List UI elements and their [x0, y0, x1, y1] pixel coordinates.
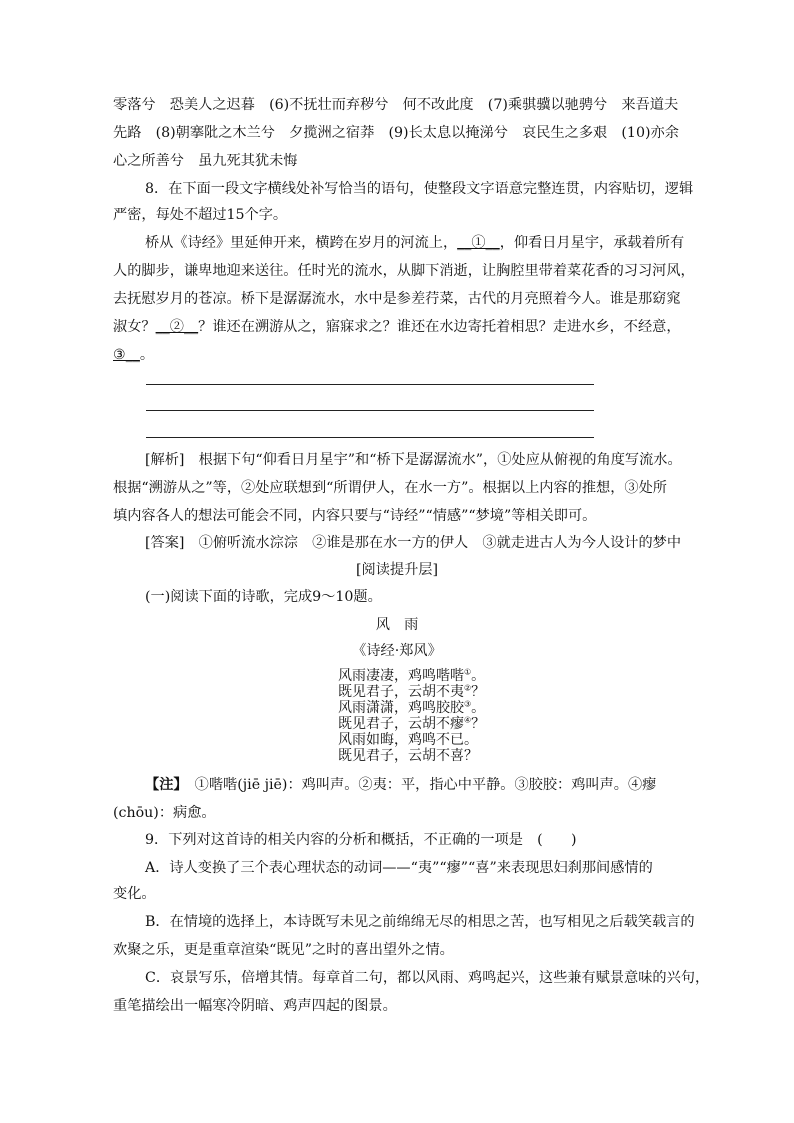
notes-line-2: (chōu)：病愈。 [113, 805, 216, 821]
notes-tag: 【注】 [145, 777, 181, 793]
prev-answer-line-3: 心之所善兮 虽九死其犹未悔 [113, 153, 298, 169]
poem-text: 既见君子，云胡不夷 [338, 684, 464, 700]
poem-line-5: 风雨如晦，鸡鸣不已。 [338, 732, 478, 748]
poem-line-4 [338, 716, 485, 732]
q8-passage-text: ，仰看日月星宇，承载着所有 [499, 235, 685, 251]
poem-punct: 。 [471, 668, 486, 684]
q9-option-c-line-2: 重笔描绘出一幅寒冷阴暗、鸡声四起的图景。 [113, 998, 397, 1014]
prev-answer-line-1: 零落兮 恐美人之迟暮 (6)不抚壮而弃秽兮 何不改此度 (7)乘骐骥以驰骋兮 来吾道夫 [113, 97, 679, 113]
q8-passage-text: 。 [139, 347, 155, 363]
q9-option-b-line-1: B．在情境的选择上，本诗既写未见之前绵绵无尽的相思之苦，也写相见之后载笑载言的 [145, 914, 695, 930]
analysis-text: 根据下句“仰看日月星宇”和“桥下是潺潺流水”，①处应从俯视的角度写流水。 [184, 452, 682, 468]
poem-source: 《诗经·郑风》 [352, 643, 442, 659]
notes-text: ①喈喈(jiē jiē)：鸡叫声。②夷：平，指心中平静。③胶胶：鸡叫声。④瘳 [180, 777, 657, 793]
q8-passage-line-1 [145, 233, 684, 253]
note-ref-1: ① [464, 667, 472, 677]
poem-line-3 [338, 700, 485, 716]
poem-text: 既见君子，云胡不瘳 [338, 716, 464, 732]
blank-3: ③__ [113, 347, 140, 363]
blank-1: __①__ [457, 235, 500, 251]
reading-intro: (一)阅读下面的诗歌，完成9～10题。 [145, 589, 382, 605]
q9-option-a-line-1: A．诗人变换了三个表心理状态的动词——“夷”“瘳”“喜”来表现思妇刹那间感情的 [145, 860, 653, 876]
poem-text: 风雨潇潇，鸡鸣胶胶 [338, 700, 464, 716]
q8-passage-text: 淑女？ [113, 319, 156, 335]
answer-line-2 [146, 410, 594, 411]
note-ref-3: ③ [464, 699, 472, 709]
prev-answer-line-2: 先路 (8)朝搴阰之木兰兮 夕揽洲之宿莽 (9)长太息以掩涕兮 哀民生之多艰 (10)亦余 [113, 125, 679, 141]
note-ref-4: ④ [464, 715, 472, 725]
q8-passage-line-3: 去抚慰岁月的苍凉。桥下是潺潺流水，水中是参差荇菜，古代的月亮照着今人。谁是那窈窕 [113, 291, 681, 307]
poem-line-2 [338, 684, 485, 700]
analysis-line-3: 填内容各人的想法可能会不同，内容只要与“诗经”“情感”“梦境”等相关即可。 [113, 508, 597, 524]
q8-stem-line-2: 严密，每处不超过15个字。 [113, 207, 288, 223]
q8-passage-line-4 [113, 317, 681, 337]
q9-option-c-line-1: C．哀景写乐，倍增其情。每章首二句，都以风雨、鸡鸣起兴，这些兼有赋景意味的兴句， [145, 970, 710, 986]
q8-passage-line-2: 人的脚步，谦卑地迎来送往。任时光的流水，从脚下消逝，让胸腔里带着菜花香的习习河风， [113, 263, 695, 279]
answer-line-1 [146, 384, 594, 385]
poem-punct: 。 [471, 700, 486, 716]
analysis-line-2: 根据“溯游从之”等，②处应联想到“所谓伊人，在水一方”。根据以上内容的推想，③处所 [113, 480, 667, 496]
answer-text: ①俯听流水淙淙 ②谁是那在水一方的伊人 ③就走进古人为今人设计的梦中 [184, 535, 682, 551]
notes-line-1 [145, 775, 656, 795]
q9-option-b-line-2: 欢聚之乐，更是重章渲染“既见”之时的喜出望外之情。 [113, 942, 454, 958]
q8-passage-text: 桥从《诗经》里延伸开来，横跨在岁月的河流上， [145, 235, 458, 251]
poem-line-6: 既见君子，云胡不喜？ [338, 748, 478, 764]
q9-option-a-line-2: 变化。 [113, 886, 156, 902]
q9-stem: 9．下列对这首诗的相关内容的分析和概括，不正确的一项是 ( ) [145, 832, 577, 848]
analysis-tag: [解析] [145, 452, 185, 468]
q8-passage-line-5 [113, 345, 154, 365]
poem-text: 风雨凄凄，鸡鸣喈喈 [338, 668, 464, 684]
q8-passage-text: ？谁还在溯游从之，寤寐求之？谁还在水边寄托着相思？走进水乡，不经意， [198, 319, 681, 335]
section-title: [阅读提升层] [355, 562, 438, 578]
answer-tag: [答案] [145, 535, 185, 551]
answer-line-3 [146, 437, 594, 438]
answer-line [145, 533, 681, 553]
poem-punct: ？ [471, 684, 486, 700]
poem-line-1 [338, 668, 485, 684]
blank-2: __②__ [155, 319, 199, 335]
analysis-line-1 [145, 450, 682, 470]
q8-stem-line-1: 8．在下面一段文字横线处补写恰当的语句，使整段文字语意完整连贯，内容贴切，逻辑 [145, 181, 694, 197]
poem-title: 风 雨 [375, 617, 419, 633]
poem-punct: ？ [471, 716, 486, 732]
note-ref-2: ② [464, 683, 472, 693]
